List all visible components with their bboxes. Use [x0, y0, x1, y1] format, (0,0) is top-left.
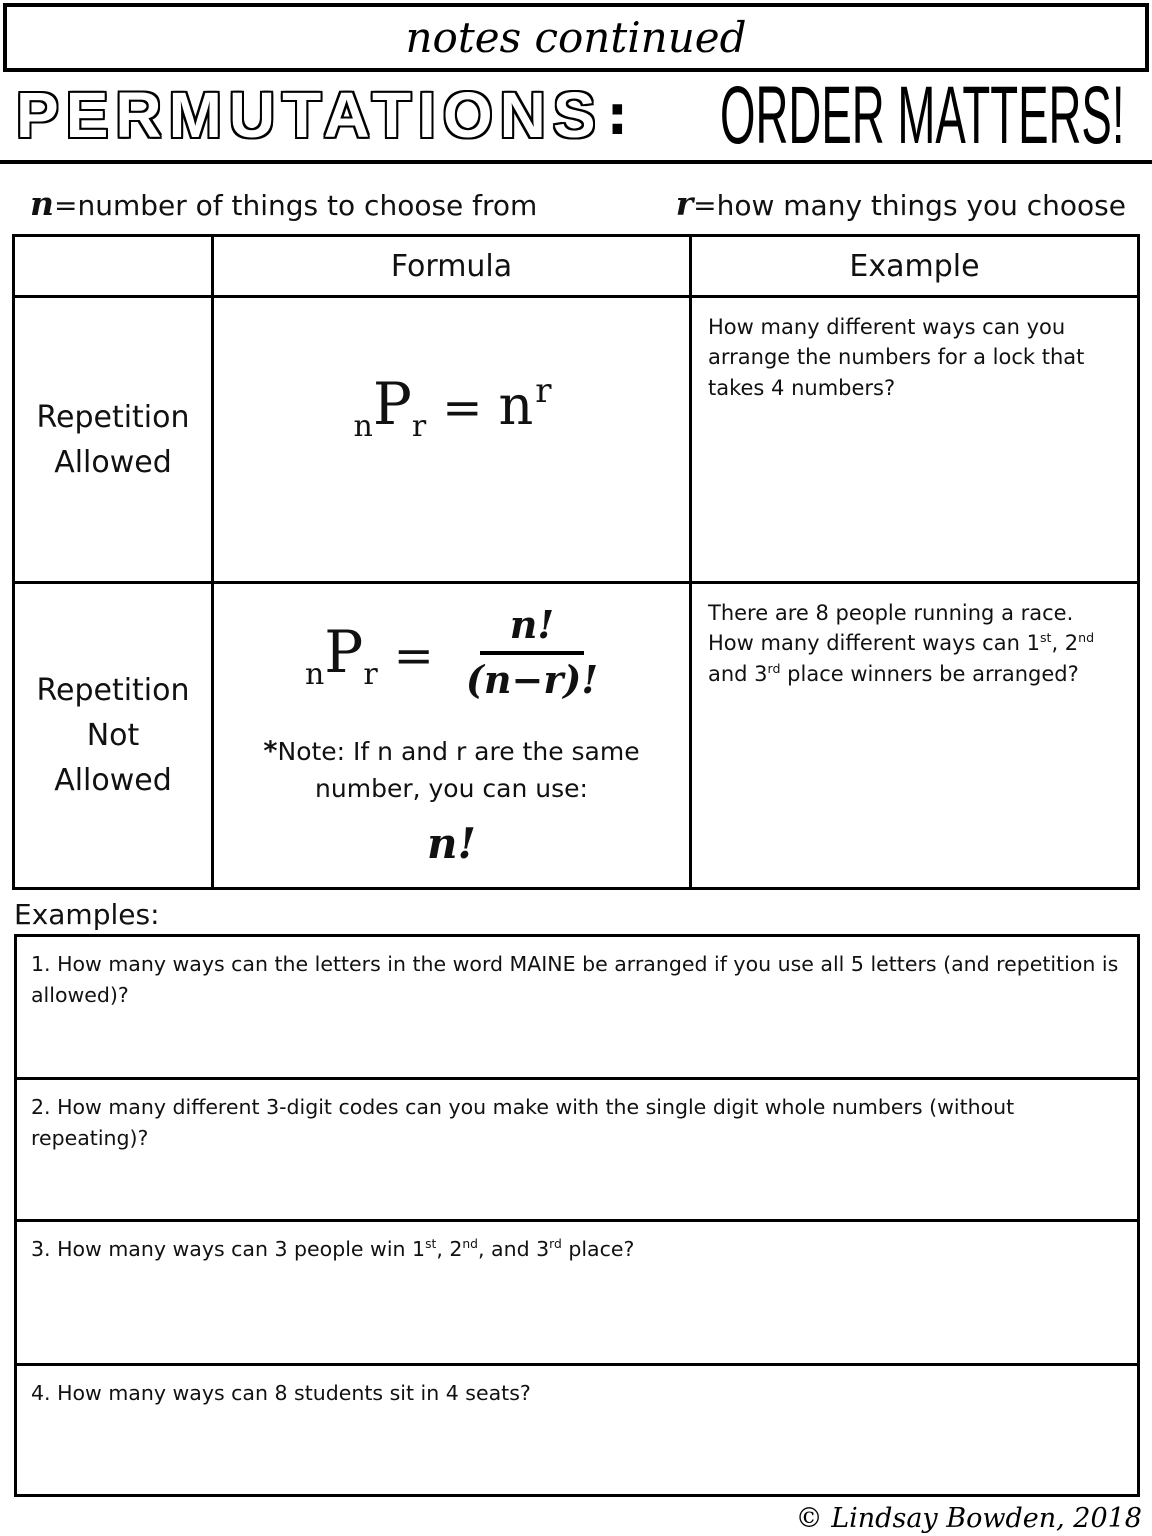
formula-note: [227, 732, 677, 807]
formula-npr-equals-fraction: [305, 602, 598, 702]
formula-fraction: [466, 602, 598, 702]
row-label-line: Allowed: [54, 763, 172, 798]
example-problem-2: 2. How many different 3-digit codes can you make with the single digit whole numbers (without repeating)?: [17, 1077, 1137, 1219]
page-title-colon: :: [606, 83, 629, 147]
formula-subscript-r: r: [411, 409, 427, 444]
title-row: [0, 69, 1152, 161]
notes-banner: [3, 3, 1149, 72]
table-header-example: Example: [689, 237, 1137, 295]
fraction-numerator: n!: [480, 602, 584, 655]
table-header-blank: [15, 237, 211, 295]
example-problem-1: 1. How many ways can the letters in the word MAINE be arranged if you use all 5 letters (and repetition is allowed)?: [31, 952, 1119, 1007]
formula-base-n: n: [498, 374, 534, 437]
formula-P: P: [372, 370, 412, 438]
formula-equals-sign: =: [442, 380, 483, 436]
notes-banner-text: notes continued: [405, 13, 747, 62]
row-label-line: Allowed: [54, 444, 172, 480]
formula-repetition-not-allowed-cell: [211, 581, 689, 887]
formula-repetition-allowed-cell: [211, 295, 689, 581]
page-title-permutations: PERMUTATIONS: [16, 79, 603, 151]
r-definition-text: =how many things you choose: [693, 189, 1126, 222]
definitions-row: [0, 184, 1152, 224]
example-problem-4: 4. How many ways can 8 students sit in 4 seats?: [17, 1363, 1137, 1494]
formula-subscript-n: n: [304, 657, 325, 692]
copyright-credit: © Lindsay Bowden, 2018: [795, 1503, 1142, 1534]
row-label-repetition-not-allowed: [15, 581, 211, 887]
page-title-order-matters: [720, 69, 1140, 161]
example-repetition-allowed: How many different ways can you arrange the numbers for a lock that takes 4 numbers?: [689, 295, 1137, 581]
formula-exponent-r: r: [535, 371, 552, 411]
n-symbol: n: [30, 184, 54, 223]
formula-subscript-r: r: [363, 657, 378, 692]
examples-box: [14, 934, 1140, 1497]
formula-P: P: [324, 618, 364, 686]
definition-n: [30, 184, 537, 223]
permutations-table: [12, 234, 1140, 890]
row-label-line: Repetition: [36, 399, 190, 435]
fraction-denominator: (n−r)!: [465, 657, 599, 702]
row-label-line: Repetition: [36, 673, 190, 708]
note-asterisk: *: [263, 736, 278, 767]
formula-npr-equals-n-to-r: [353, 370, 552, 444]
row-label-line: Not: [86, 718, 140, 753]
note-shortcut-formula: n!: [427, 819, 476, 869]
n-definition-text: =number of things to choose from: [54, 189, 538, 222]
formula-subscript-n: n: [353, 409, 373, 444]
example-repetition-not-allowed: There are 8 people running a race. How many different ways can 1st, 2nd and 3rd place winners be arranged?: [689, 581, 1137, 887]
page-title-order-matters-text: ORDER MATTERS!: [720, 69, 1125, 161]
example-problem-3: 3. How many ways can 3 people win 1st, 2nd, and 3rd place?: [17, 1219, 1137, 1363]
table-header-formula: Formula: [211, 237, 689, 295]
formula-npr-part: [304, 618, 450, 692]
examples-section-label: Examples:: [14, 898, 160, 931]
definition-r: [676, 184, 1126, 223]
note-text: Note: If n and r are the same number, you can use:: [277, 737, 640, 804]
row-label-repetition-allowed: [15, 295, 211, 581]
formula-equals-sign: =: [393, 628, 434, 684]
r-symbol: r: [675, 184, 694, 223]
